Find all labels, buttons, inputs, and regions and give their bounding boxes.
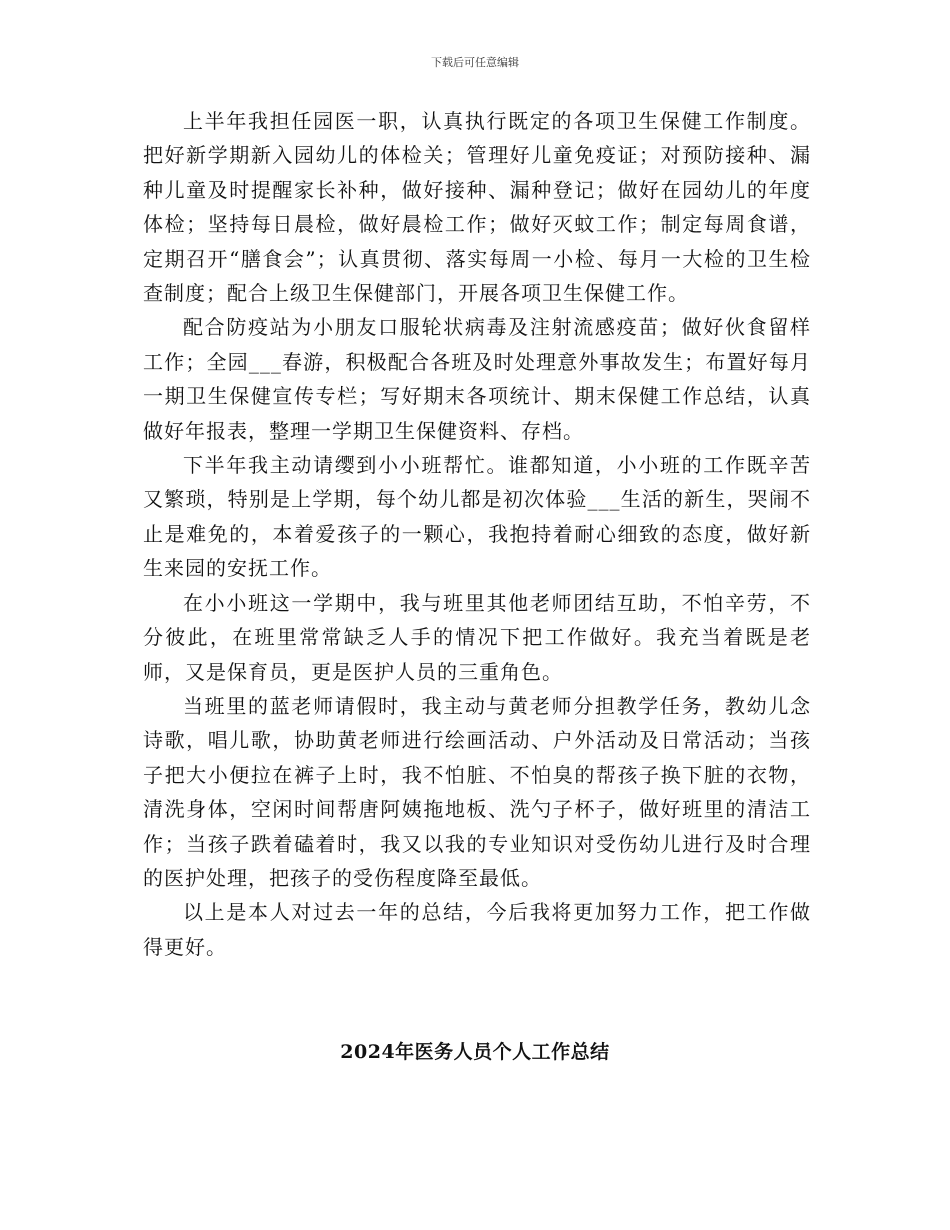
paragraph-teamwork: 在小小班这一学期中，我与班里其他老师团结互助，不怕辛劳，不分彼此，在班里常常缺乏人手的情况下把工作做好。我充当着既是老师，又是保育员，更是医护人员的三重角色。 xyxy=(143,590,811,684)
page-header-note: 下载后可任意编辑 xyxy=(431,56,519,69)
paragraph-epidemic-prevention: 配合防疫站为小朋友口服轮状病毒及注射流感疫苗；做好伙食留样工作；全园___春游，积极配合各班及时处理意外事故发生；布置好每月一期卫生保健宣传专栏；写好期末各项统计、期末保健工作总结，认真做好年报表，整理一学期卫生保健资料、存档。 xyxy=(143,315,811,443)
paragraph-first-half-year: 上半年我担任园医一职，认真执行既定的各项卫生保健工作制度。把好新学期新入园幼儿的体检关；管理好儿童免疫证；对预防接种、漏种儿童及时提醒家长补种，做好接种、漏种登记；做好在园幼儿的年度体检；坚持每日晨检，做好晨检工作；做好灭蚊工作；制定每周食谱，定期召开“膳食会”；认真贯彻、落实每周一小检、每月一大检的卫生检查制度；配合上级卫生保健部门，开展各项卫生保健工作。 xyxy=(143,109,811,306)
paragraph-second-half-year: 下半年我主动请缨到小小班帮忙。谁都知道，小小班的工作既辛苦又繁琐，特别是上学期，每个幼儿都是初次体验___生活的新生，哭闹不止是难免的，本着爱孩子的一颗心，我抱持着耐心细致的态度，做好新生来园的安抚工作。 xyxy=(143,453,811,581)
document-body xyxy=(143,104,811,964)
section-title: 2024年医务人员个人工作总结 xyxy=(340,1041,610,1063)
paragraph-duties: 当班里的蓝老师请假时，我主动与黄老师分担教学任务，教幼儿念诗歌，唱儿歌，协助黄老师进行绘画活动、户外活动及日常活动；当孩子把大小便拉在裤子上时，我不怕脏、不怕臭的帮孩子换下脏的衣物，清洗身体，空闲时间帮唐阿姨拖地板、洗勺子杯子，做好班里的清洁工作；当孩子跌着磕着时，我又以我的专业知识对受伤幼儿进行及时合理的医护处理，把孩子的受伤程度降至最低。 xyxy=(143,693,811,890)
paragraph-conclusion: 以上是本人对过去一年的总结，今后我将更加努力工作，把工作做得更好。 xyxy=(143,900,811,959)
